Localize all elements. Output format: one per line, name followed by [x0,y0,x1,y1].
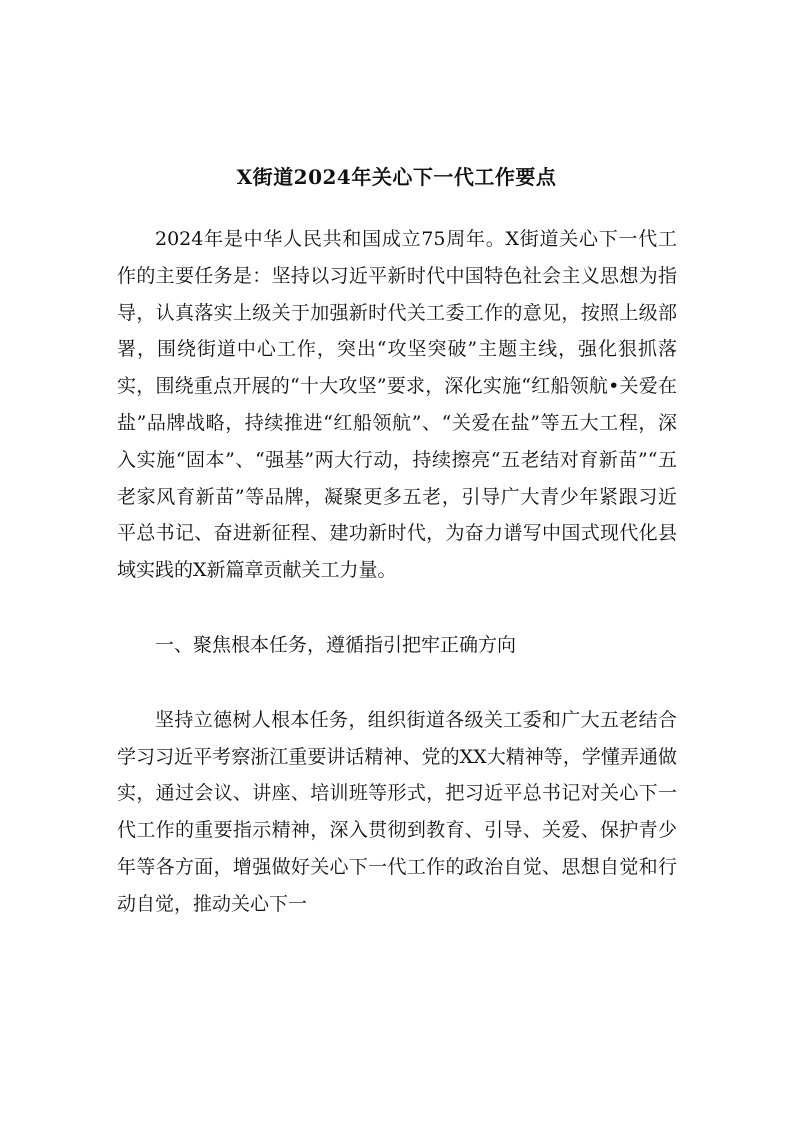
paragraph-spacer [117,589,677,627]
document-title: X街道2024年关心下一代工作要点 [236,165,557,189]
intro-paragraph: 2024年是中华人民共和国成立75周年。X街道关心下一代工作的主要任务是：坚持以习近平新时代中国特色社会主义思想为指导，认真落实上级关于加强新时代关工委工作的意见，按照上级部署，围绕街道中心工作，突出“攻坚突破”主题主线，强化狠抓落实，围绕重点开展的“十大攻坚”要求，深化实施“红船领航•关爱在盐”品牌战略，持续推进“红船领航”、“关爱在盐”等五大工程，深入实施“固本”、“强基”两大行动，持续擦亮“五老结对育新苗”“五老家风育新苗”等品牌，凝聚更多五老，引导广大青少年紧跟习近平总书记、奋进新征程、建功新时代，为奋力谱写中国式现代化县域实践的X新篇章贡献关工力量。 [117,228,677,582]
document-body [117,221,677,923]
section-heading: 一、聚焦根本任务，遵循指引把牢正确方向 [155,633,517,656]
paragraph-spacer [117,664,677,702]
section-paragraph: 坚持立德树人根本任务，组织街道各级关工委和广大五老结合学习习近平考察浙江重要讲话精神、党的XX大精神等，学懂弄通做实，通过会议、讲座、培训班等形式，把习近平总书记对关心下一代工作的重要指示精神，深入贯彻到教育、引导、关爱、保护青少年等各方面，增强做好关心下一代工作的政治自觉、思想自觉和行动自觉，推动关心下一 [117,708,677,915]
